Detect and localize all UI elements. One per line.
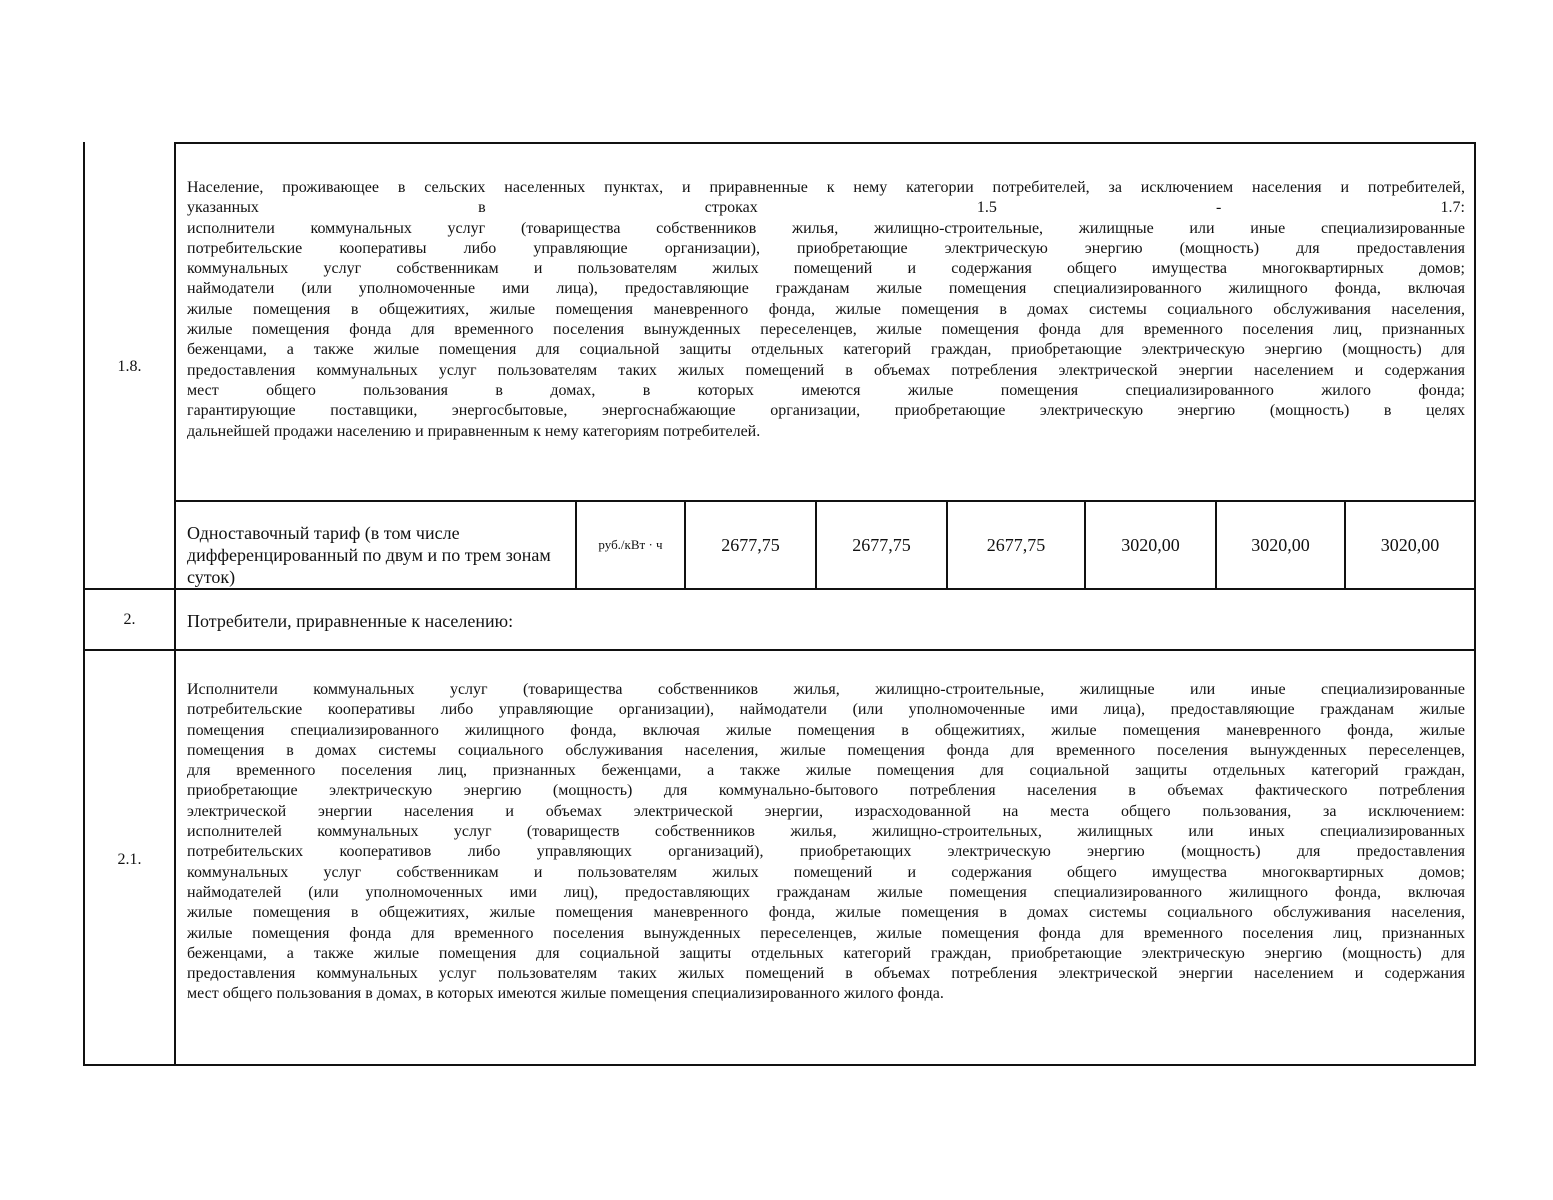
text-line: Исполнители коммунальных услуг (товарищества собственников жилья, жилищно-строительные, жилищные или иные специализированные xyxy=(187,681,1465,698)
table-line xyxy=(1474,142,1476,1066)
text-line: потребительские кооперативы либо управляющие организации), наймодатели (или уполномоченные ими лица), предоставляющие гражданам жилые xyxy=(187,701,1465,719)
row-description-1-8 xyxy=(187,178,1465,442)
text-line: жилые помещения в общежитиях, жилые помещения маневренного фонда, жилые помещения в домах системы социального обслуживания населения, xyxy=(187,300,1465,318)
tariff-value: 2677,75 xyxy=(721,534,780,555)
text-line: указанных в строках 1.5 - 1.7: xyxy=(187,199,1465,217)
table-line xyxy=(174,142,176,1066)
tariff-value: 2677,75 xyxy=(986,534,1046,555)
text-line: гарантирующие поставщики, энергосбытовые, энергоснабжающие организации, приобретающие электрическую энергию (мощность) в целях xyxy=(187,402,1465,420)
text-line: приобретающие электрическую энергию (мощность) для коммунально-бытового потребления населения в объемах фактического потребления xyxy=(187,782,1465,800)
table-line xyxy=(83,588,1476,590)
text-line: дальнейшей продажи населению и приравненным к нему категориям потребителей. xyxy=(187,422,761,440)
tariff-value: 2677,75 xyxy=(852,534,911,555)
text-line: предоставления коммунальных услуг пользователям таких жилых помещений в объемах потребления электрической энергии населением и содержания xyxy=(187,361,1465,379)
text-line: потребительских кооперативов либо управляющих организаций), приобретающих электрическую энергию (мощность) для предоставления xyxy=(187,843,1465,861)
text-line: помещения специализированного жилищного фонда, включая жилые помещения в общежитиях, жилые помещения маневренного фонда, жилые xyxy=(187,721,1465,739)
text-line: жилые помещения в общежитиях, жилые помещения маневренного фонда, жилые помещения в домах системы социального обслуживания населения, xyxy=(187,904,1465,922)
section-heading: Потребители, приравненные к населению: xyxy=(187,611,514,631)
text-line: жилые помещения фонда для временного поселения вынужденных переселенцев, жилые помещения фонда для временного поселения лиц, признанных xyxy=(187,321,1465,339)
text-line: мест общего пользования в домах, в которых имеются жилые помещения специализированного жилого фонда; xyxy=(187,381,1465,399)
text-line: потребительские кооперативы либо управляющие организации), приобретающие электрическую энергию (мощность) для предоставления xyxy=(187,239,1465,257)
text-line: наймодатели (или уполномоченные ими лица), предоставляющие гражданам жилые помещения специализированного жилищного фонда, включая xyxy=(187,280,1465,298)
tariff-value: 3020,00 xyxy=(1121,534,1180,555)
text-line: помещения в домах системы социального обслуживания населения, жилые помещения фонда для временного поселения вынужденных переселенцев, xyxy=(187,741,1465,759)
text-line: наймодателей (или уполномоченных ими лиц), предоставляющих гражданам жилые помещения специализированного жилищного фонда, включая xyxy=(187,883,1465,901)
text-line: беженцами, а также жилые помещения для социальной защиты отдельных категорий граждан, приобретающие электрическую энергию (мощность) для xyxy=(187,944,1465,962)
row-number-2-1: 2.1. xyxy=(117,851,142,868)
tariff-value: 3020,00 xyxy=(1251,534,1310,555)
text-line: беженцами, а также жилые помещения для социальной защиты отдельных категорий граждан, приобретающие электрическую энергию (мощность) для xyxy=(187,341,1465,359)
row-number-1-8: 1.8. xyxy=(117,358,142,375)
text-line: Население, проживающее в сельских населенных пунктах, и приравненные к нему категории потребителей, за исключением населения и потребителей, xyxy=(187,179,1465,196)
text-line: исполнители коммунальных услуг (товарищества собственников жилья, жилищно-строительные, жилищные или иные специализированные xyxy=(187,219,1465,237)
tariff-label: Одноставочный тариф (в том числе дифференцированный по двум и по трем зонам суток) xyxy=(187,523,551,587)
table-line xyxy=(174,142,1476,144)
text-line: для временного поселения лиц, признанных беженцами, а также жилые помещения для социальной защиты отдельных категорий граждан, xyxy=(187,762,1465,780)
text-line: коммунальных услуг собственникам и пользователям жилых помещений и содержания общего имущества многоквартирных домов; xyxy=(187,863,1465,881)
text-line: электрической энергии населения и объемах электрической энергии, израсходованной на места общего пользования, за исключением: xyxy=(187,802,1465,820)
row-description-2-1 xyxy=(187,680,1465,1005)
tariff-value: 3020,00 xyxy=(1380,534,1440,555)
text-line: предоставления коммунальных услуг пользователям таких жилых помещений в объемах потребления электрической энергии населением и содержания xyxy=(187,965,1465,983)
table-line xyxy=(83,142,85,1066)
tariff-unit: руб./кВт · ч xyxy=(598,537,663,552)
text-line: жилые помещения фонда для временного поселения вынужденных переселенцев, жилые помещения фонда для временного поселения лиц, признанных xyxy=(187,924,1465,942)
table-line xyxy=(83,1064,1476,1066)
text-line: исполнителей коммунальных услуг (товариществ собственников жилья, жилищно-строительных, жилищных или иных специализированных xyxy=(187,823,1465,841)
table-line xyxy=(83,649,1476,651)
row-number-2: 2. xyxy=(123,611,136,628)
text-line: коммунальных услуг собственникам и пользователям жилых помещений и содержания общего имущества многоквартирных домов; xyxy=(187,260,1465,278)
text-line: мест общего пользования в домах, в которых имеются жилые помещения специализированного жилого фонда. xyxy=(187,985,944,1003)
